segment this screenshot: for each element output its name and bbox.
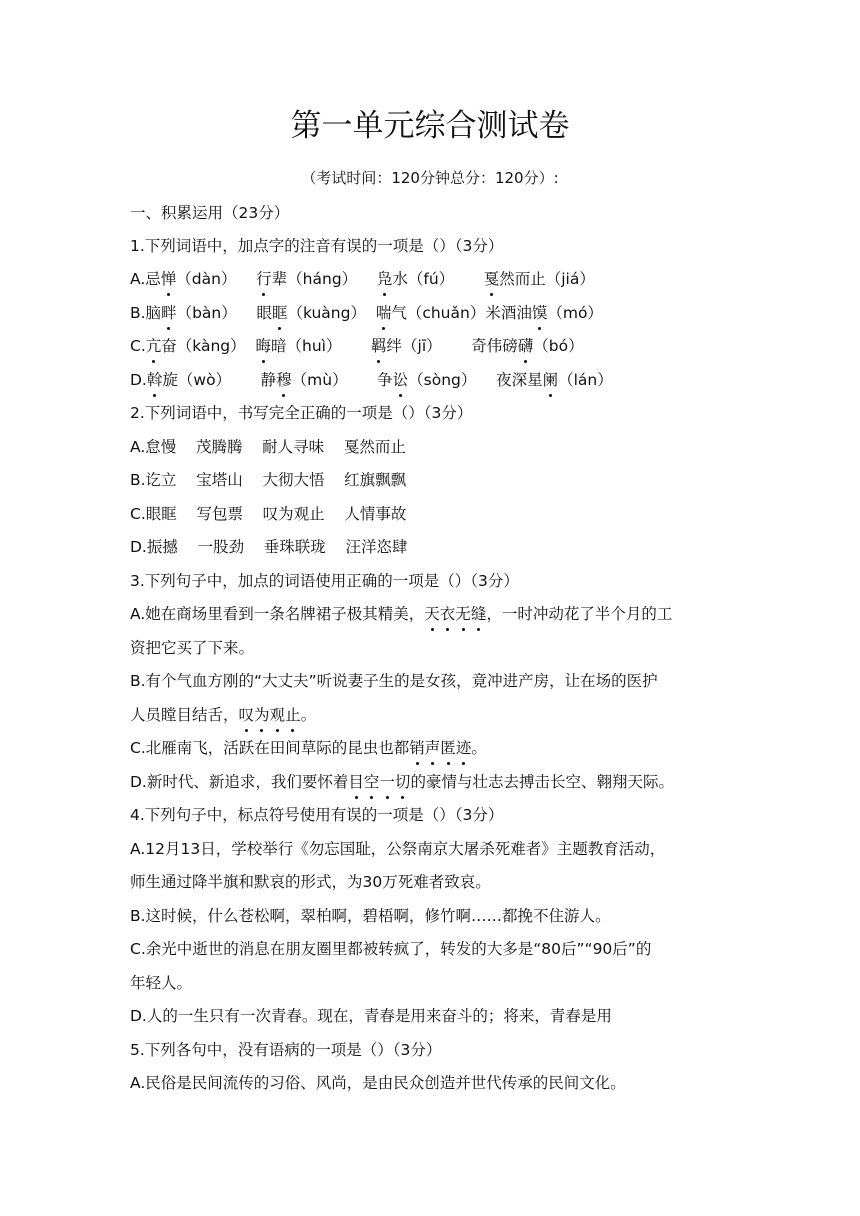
text-line: [130, 736, 745, 760]
text-line: [130, 301, 745, 325]
emphasis-char: 匿: [440, 736, 456, 760]
emphasis-char: 衣: [440, 602, 456, 626]
text-line: [130, 535, 745, 559]
emphasis-char: 眶: [272, 301, 288, 325]
text-segment: 5.下列各句中，没有语病的一项是（）（3分）: [130, 1041, 442, 1059]
emphasis-char: 切: [395, 770, 411, 794]
text-segment: 师生通过降半旗和默哀的形式，为30万死难者致哀。: [130, 873, 491, 891]
text-segment: 3.下列句子中，加点的词语使用正确的一项是（）（3分）: [130, 572, 519, 590]
text-segment: A.民俗是民间流传的习俗、风尚，是由民众创造并世代传承的民间文化。: [130, 1074, 626, 1092]
emphasis-char: 畔: [161, 301, 177, 325]
text-line: [130, 636, 745, 660]
text-line: [130, 770, 745, 794]
text-segment: B.有个气血方刚的“大丈夫”听说妻子生的是女孩，竟冲进产房，让在场的医护: [130, 672, 658, 690]
text-segment: 4.下列句子中，标点符号使用有误的一项是（）（3分）: [130, 806, 504, 824]
emphasis-char: 迹: [456, 736, 472, 760]
text-segment: 气（chuǎn）米酒油: [391, 304, 532, 322]
text-line: [130, 669, 745, 693]
emphasis-char: 缝: [471, 602, 487, 626]
text-segment: 绊（jī） 奇伟磅: [386, 337, 518, 355]
emphasis-char: 叹: [239, 703, 255, 727]
text-segment: 旋（wò） 静: [162, 371, 277, 389]
emphasis-char: 阑: [543, 368, 559, 392]
emphasis-char: 喘: [376, 301, 392, 325]
text-line: [130, 602, 745, 626]
text-segment: （mó）: [547, 304, 603, 322]
text-segment: D.人的一生只有一次青春。现在，青春是用来奋斗的；将来，青春是用: [130, 1007, 612, 1025]
emphasis-char: 天: [424, 602, 440, 626]
text-segment: ，一时冲动花了半个月的工: [486, 605, 673, 623]
text-segment: 人员瞠目结舌，: [130, 706, 239, 724]
emphasis-char: 止: [285, 703, 301, 727]
emphasis-char: 戛: [484, 267, 500, 291]
emphasis-char: 穆: [276, 368, 292, 392]
text-segment: A.12月13日，学校举行《勿忘国耻，公祭南京大屠杀死难者》主题教育活动，: [130, 840, 666, 858]
text-segment: D.新时代、新追求，我们要怀着: [130, 773, 349, 791]
text-segment: （sòng） 夜深星: [408, 371, 543, 389]
emphasis-char: 一: [379, 770, 395, 794]
emphasis-char: 观: [270, 703, 286, 727]
text-line: [130, 368, 745, 392]
text-segment: C.北雁南飞，活跃在田间草际的昆虫也都: [130, 739, 410, 757]
text-segment: C.余光中逝世的消息在朋友圈里都被转疯了，转发的大多是“80后”“90后”的: [130, 940, 652, 958]
emphasis-char: 惮: [161, 267, 177, 291]
text-line: [130, 435, 745, 459]
text-segment: （bó）: [533, 337, 584, 355]
text-line: [130, 703, 745, 727]
text-segment: D.振撼 一股劲 垂珠联珑 汪洋恣肆: [130, 538, 408, 556]
text-segment: A.忌: [130, 270, 161, 288]
text-segment: 。: [300, 706, 317, 724]
emphasis-char: 礴: [518, 334, 534, 358]
text-line: [130, 401, 745, 425]
text-line: [130, 502, 745, 526]
text-segment: B.讫立 宝塔山 大彻大悟 红旗飘飘: [130, 471, 407, 489]
text-segment: （bàn） 眼: [176, 304, 272, 322]
text-segment: 暗（huì）: [271, 337, 372, 355]
text-segment: （lán）: [558, 371, 613, 389]
text-segment: 水（fú）: [392, 270, 484, 288]
text-segment: A.她在商场里看到一条名牌裙子极其精美，: [130, 605, 425, 623]
text-segment: 1.下列词语中，加点字的注音有误的一项是（）（3分）: [130, 237, 504, 255]
emphasis-char: 馍: [532, 301, 548, 325]
text-segment: 的豪情与壮志去搏击长空、翱翔天际。: [410, 773, 674, 791]
text-line: [130, 267, 745, 291]
text-segment: B.脑: [130, 304, 162, 322]
emphasis-char: 为: [254, 703, 270, 727]
text-segment: 年轻人。: [130, 974, 193, 992]
text-segment: 一、积累运用（23分）: [130, 204, 290, 222]
text-segment: 辈（háng）: [271, 270, 377, 288]
text-line: [130, 1071, 745, 1095]
text-line: [130, 904, 745, 928]
text-line: [130, 803, 745, 827]
emphasis-char: 空: [364, 770, 380, 794]
text-line: [130, 234, 745, 258]
text-segment: B.这时候，什么苍松啊，翠柏啊，碧梧啊，修竹啊……都挽不住游人。: [130, 907, 611, 925]
text-segment: C.眼眶 写包票 叹为观止 人情事故: [130, 505, 407, 523]
emphasis-char: 晦: [255, 334, 271, 358]
emphasis-char: 羁: [371, 334, 387, 358]
emphasis-char: 销: [409, 736, 425, 760]
emphasis-char: 斡: [147, 368, 163, 392]
emphasis-char: 亢: [146, 334, 162, 358]
text-line: [130, 334, 745, 358]
text-segment: 奋（kàng）: [161, 337, 256, 355]
text-segment: 然而止（jiá）: [499, 270, 595, 288]
text-segment: 资把它买了下来。: [130, 639, 255, 657]
text-line: [130, 569, 745, 593]
text-segment: （dàn）: [176, 270, 257, 288]
exam-info: （考试时间：120分钟总分：120分）:: [301, 169, 559, 187]
text-segment: （mù） 争: [291, 371, 393, 389]
text-segment: D.: [130, 371, 147, 389]
text-segment: 。: [471, 739, 487, 757]
text-line: [130, 971, 745, 995]
text-line: [130, 937, 745, 961]
emphasis-char: 行: [256, 267, 272, 291]
text-segment: C.: [130, 337, 146, 355]
emphasis-char: 无: [455, 602, 471, 626]
text-segment: 2.下列词语中，书写完全正确的一项是（）（3分）: [130, 404, 473, 422]
emphasis-char: 讼: [393, 368, 409, 392]
text-line: [130, 468, 745, 492]
page-title: 第一单元综合测试卷: [290, 108, 570, 144]
emphasis-char: 目: [348, 770, 364, 794]
text-line: [130, 837, 745, 861]
text-segment: （kuàng）: [287, 304, 376, 322]
text-segment: A.怠慢 茂腾腾 耐人寻味 戛然而止: [130, 438, 406, 456]
text-line: [130, 1038, 745, 1062]
text-line: [130, 201, 745, 225]
emphasis-char: 声: [425, 736, 441, 760]
emphasis-char: 凫: [377, 267, 393, 291]
text-line: [130, 870, 745, 894]
text-line: [130, 1004, 745, 1028]
